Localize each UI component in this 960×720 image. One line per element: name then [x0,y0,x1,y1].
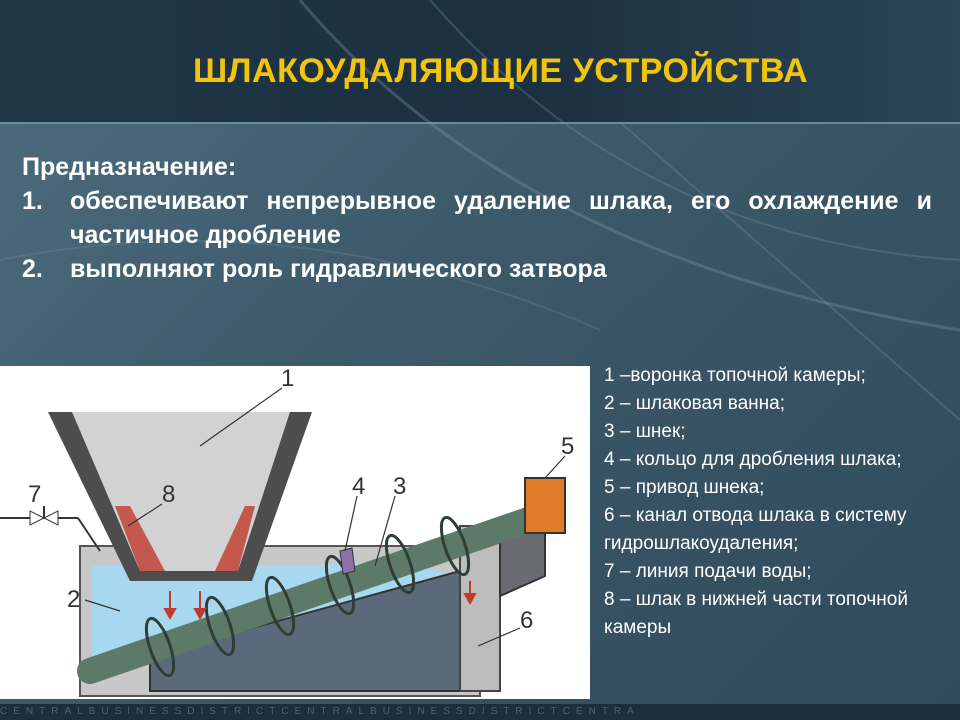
slag-remover-diagram [0,366,590,699]
diagram-svg [0,366,590,699]
legend-item: 6 – канал отвода шлака в систему гидрошлакоудаления; [604,505,907,554]
purpose-item-number: 1. [22,187,43,215]
footer-strip: CENTRALBUSINESSDISTRICTCENTRALBUSINESSDISTRICTCENTRA [0,704,960,720]
diagram-label: 8 [162,481,176,508]
purpose-list [22,184,932,286]
screw-drive [525,478,565,533]
diagram-label: 7 [28,481,42,508]
slide-title: ШЛАКОУДАЛЯЮЩИЕ УСТРОЙСТВА [193,52,809,90]
legend-item: 5 – привод шнека; [604,477,765,498]
legend-item: 3 – шнек; [604,421,686,442]
legend [604,362,954,642]
purpose-block [22,150,932,286]
purpose-item [22,252,932,286]
legend-item: 1 –воронка топочной камеры; [604,365,866,386]
purpose-item [22,184,932,252]
diagram-label: 5 [561,433,575,460]
legend-item: 4 – кольцо для дробления шлака; [604,449,902,470]
diagram-label: 2 [67,586,81,613]
legend-item: 8 – шлак в нижней части топочной камеры [604,589,908,638]
legend-item: 7 – линия подачи воды; [604,561,812,582]
diagram-label: 6 [520,607,534,634]
diagram-label: 3 [393,473,407,500]
purpose-item-text: обеспечивают непрерывное удаление шлака, его охлаждение и частичное дробление [70,187,932,249]
purpose-heading: Предназначение: [22,153,237,181]
purpose-item-number: 2. [22,255,43,283]
purpose-item-text: выполняют роль гидравлического затвора [70,255,607,283]
crushing-ring [340,548,355,574]
legend-item: 2 – шлаковая ванна; [604,393,785,414]
diagram-label: 4 [352,473,366,500]
diagram-label: 1 [281,366,295,392]
